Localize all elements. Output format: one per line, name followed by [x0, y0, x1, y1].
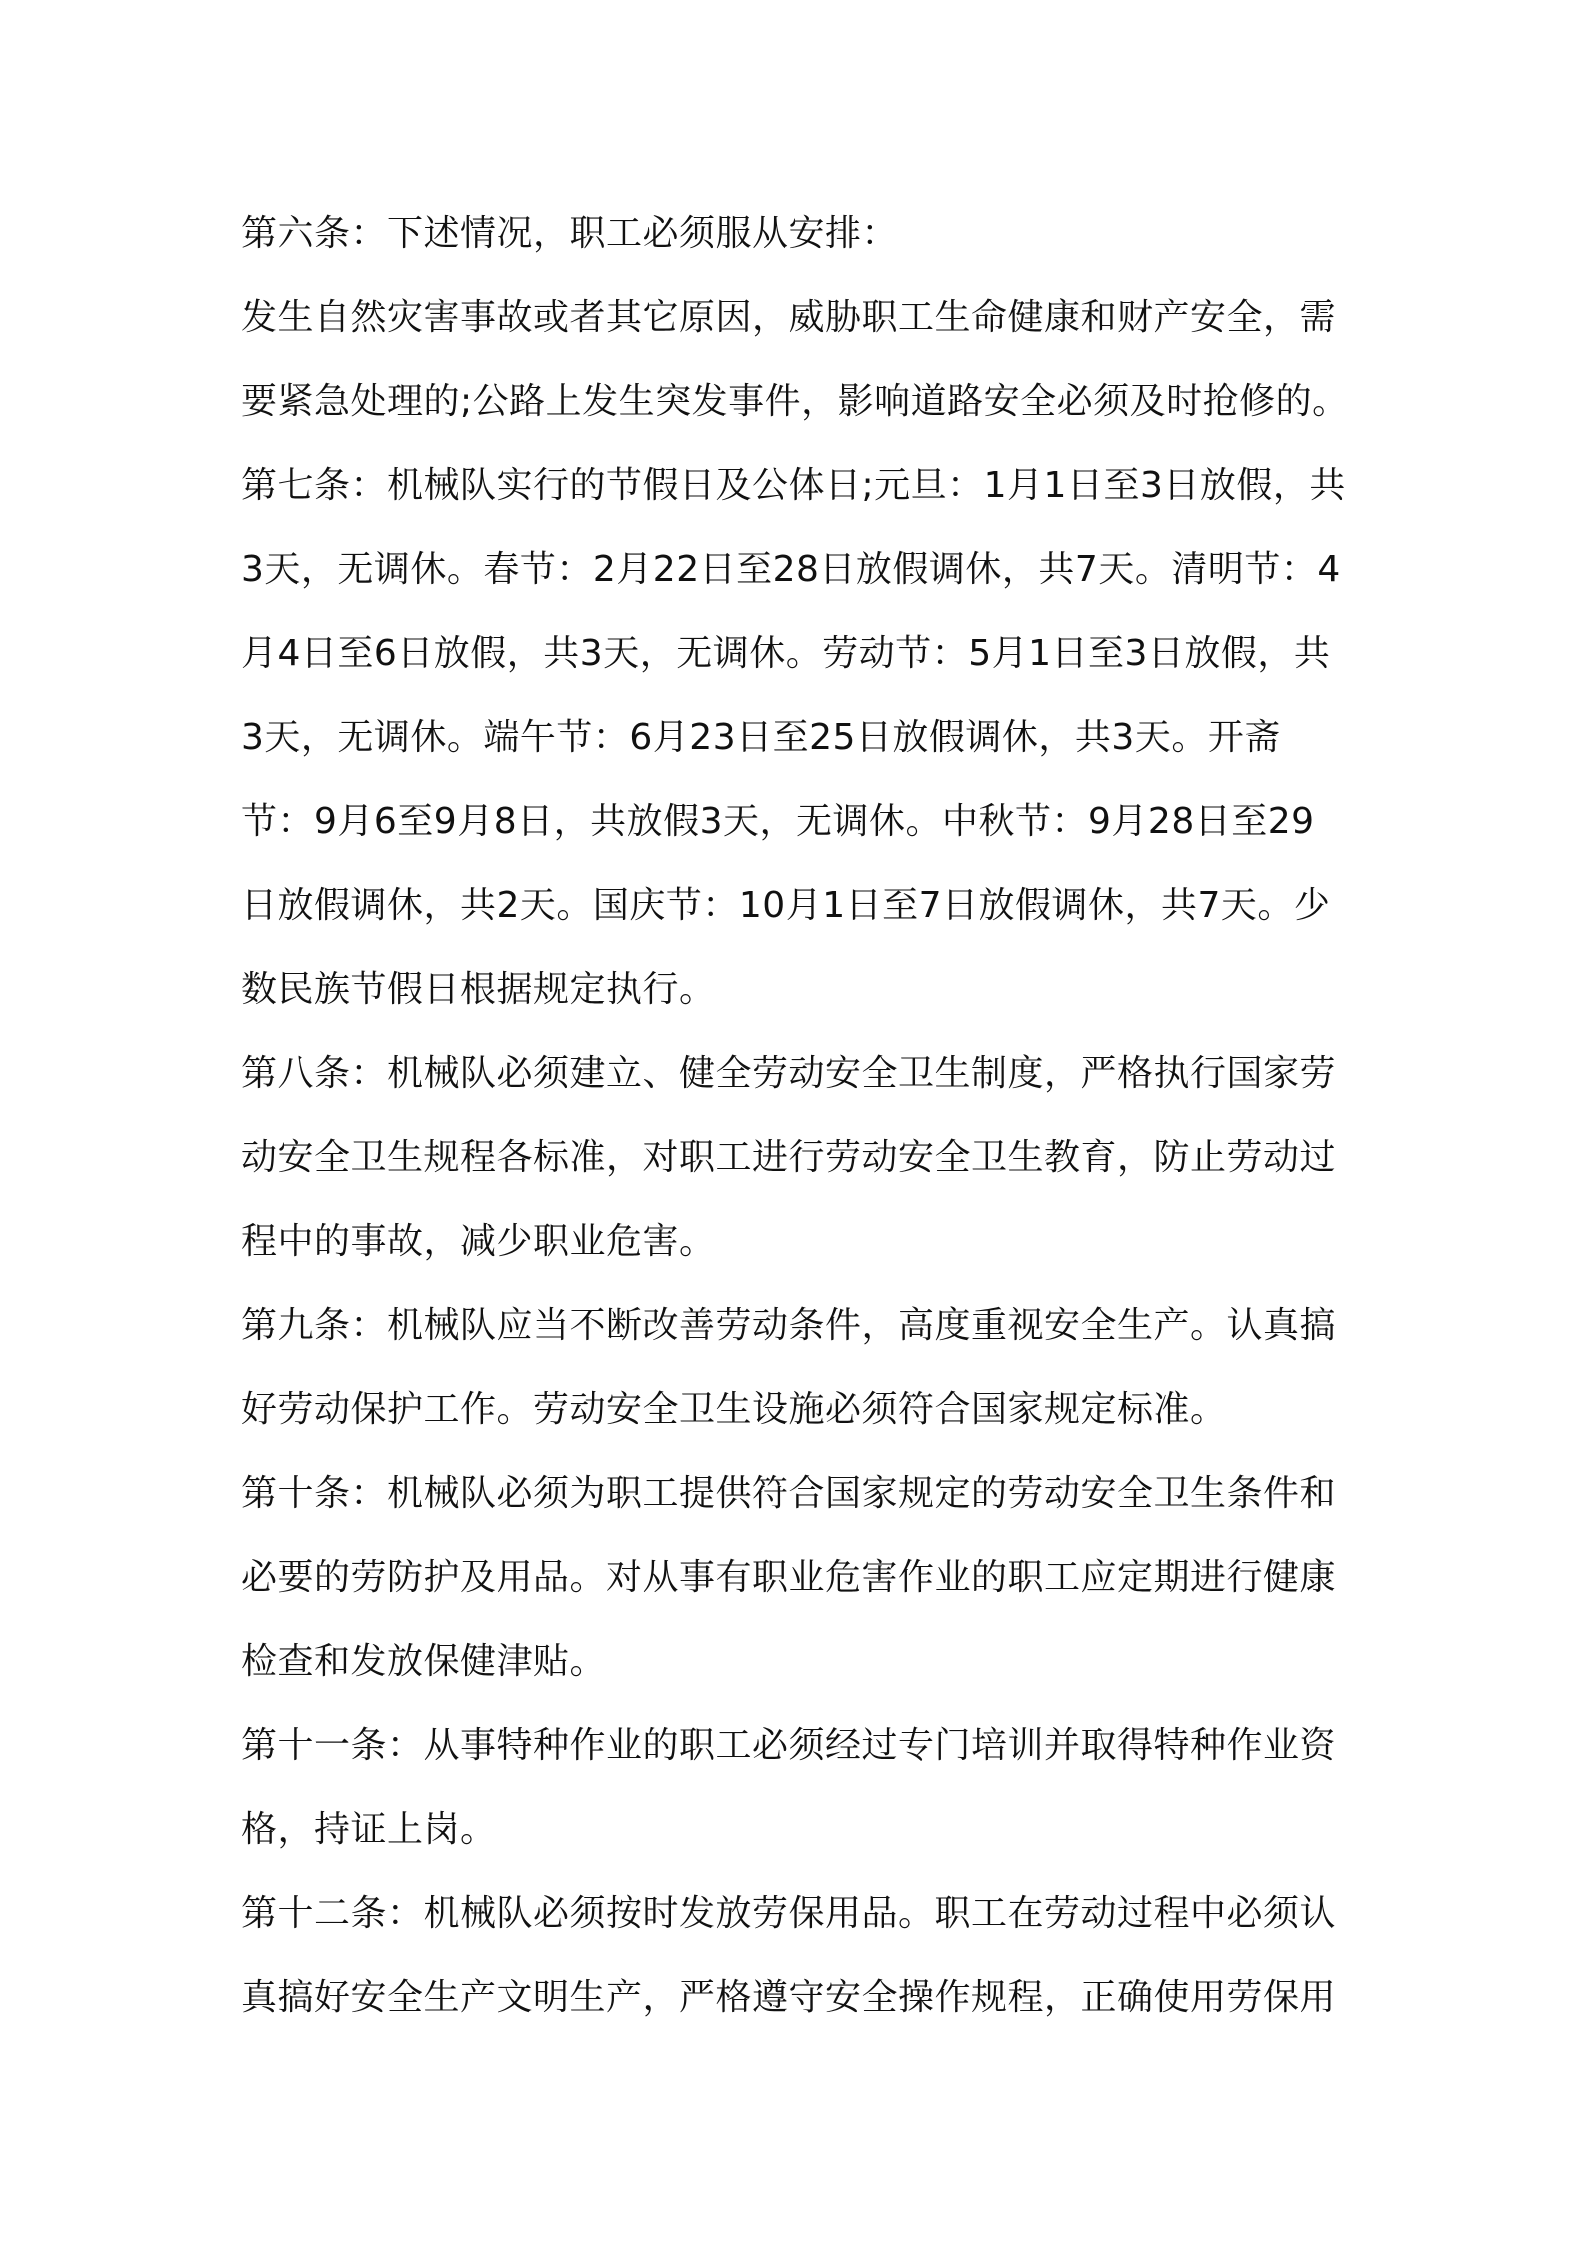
paragraph-article-9: 第九条：机械队应当不断改善劳动条件，高度重视安全生产。认真搞好劳动保护工作。劳动安全卫生设施必须符合国家规定标准。	[241, 1305, 1337, 1430]
paragraph-article-7: 第七条：机械队实行的节假日及公体日;元旦：1月1日至3日放假，共3天，无调休。春节：2月22日至28日放假调休，共7天。清明节：4月4日至6日放假，共3天，无调休。劳动节：5月1日至3日放假，共3天，无调休。端午节：6月23日至25日放假调休，共3天。开斋节：9月6至9月8日，共放假3天，无调休。中秋节：9月28日至29日放假调休，共2天。国庆节：10月1日至7日放假调休，共7天。少数民族节假日根据规定执行。	[241, 465, 1346, 1010]
paragraph-article-11: 第十一条：从事特种作业的职工必须经过专门培训并取得特种作业资格，持证上岗。	[241, 1725, 1337, 1850]
paragraph-article-10: 第十条：机械队必须为职工提供符合国家规定的劳动安全卫生条件和必要的劳防护及用品。对从事有职业危害作业的职工应定期进行健康检查和发放保健津贴。	[241, 1473, 1337, 1682]
paragraph-article-6: 第六条：下述情况，职工必须服从安排：	[241, 213, 899, 254]
paragraph-article-8: 第八条：机械队必须建立、健全劳动安全卫生制度，严格执行国家劳动安全卫生规程各标准，对职工进行劳动安全卫生教育，防止劳动过程中的事故，减少职业危害。	[241, 1053, 1337, 1262]
paragraph-article-6-detail: 发生自然灾害事故或者其它原因，威胁职工生命健康和财产安全，需要紧急处理的;公路上发生突发事件，影响道路安全必须及时抢修的。	[241, 297, 1349, 422]
paragraph-article-12: 第十二条：机械队必须按时发放劳保用品。职工在劳动过程中必须认真搞好安全生产文明生产，严格遵守安全操作规程，正确使用劳保用	[241, 1893, 1337, 2018]
document-body	[241, 192, 1351, 2040]
